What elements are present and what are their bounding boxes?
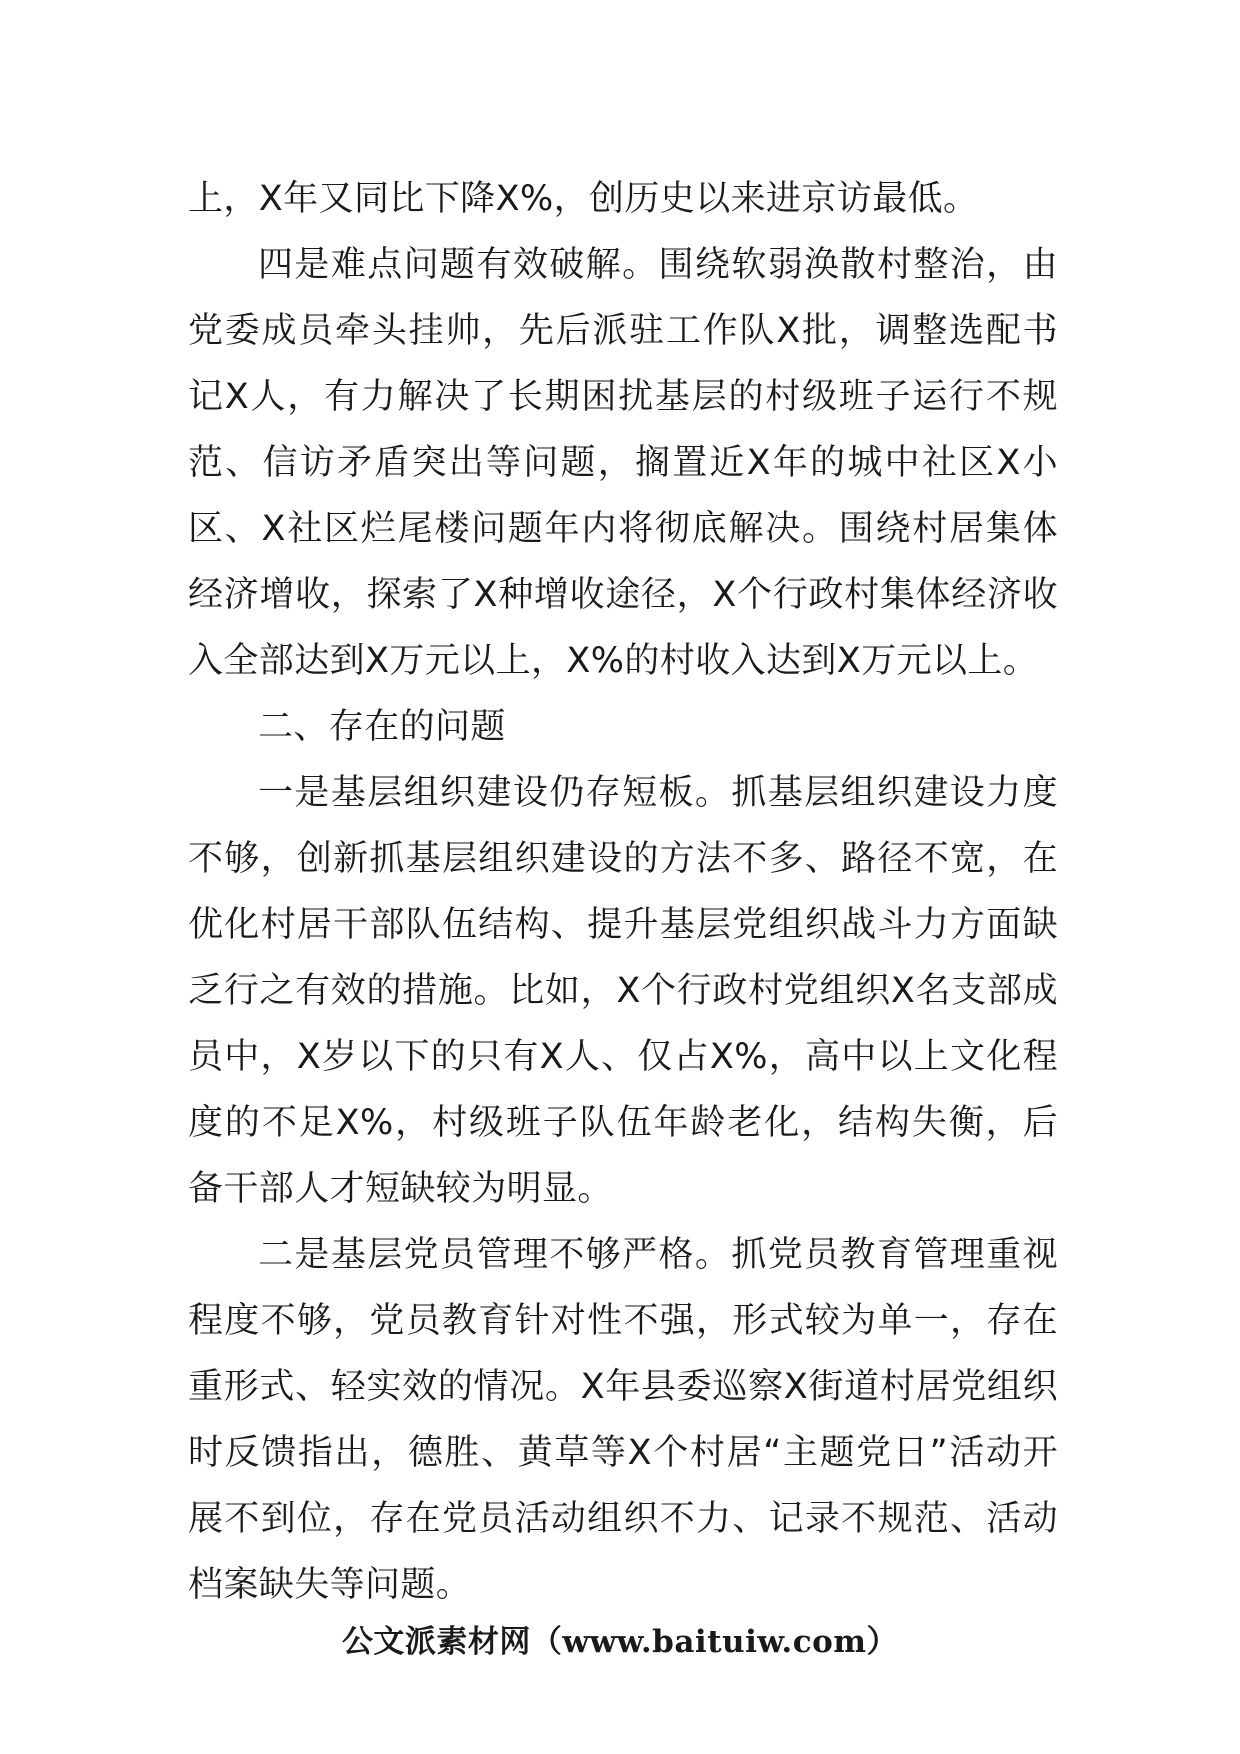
footer-watermark: 公文派素材网（www.baituiw.com）	[341, 1624, 899, 1660]
paragraph-member-management: 二是基层党员管理不够严格。抓党员教育管理重视程度不够，党员教育针对性不强，形式较为单一，存在重形式、轻实效的情况。X年县委巡察X街道村居党组织时反馈指出，德胜、黄草等X个村居“主题党日”活动开展不到位，存在党员活动组织不力、记录不规范、活动档案缺失等问题。	[188, 1235, 1058, 1605]
document-body	[188, 166, 1058, 1618]
paragraph-organization-shortcomings: 一是基层组织建设仍存短板。抓基层组织建设力度不够，创新抓基层组织建设的方法不多、路径不宽，在优化村居干部队伍结构、提升基层党组织战斗力方面缺乏行之有效的措施。比如，X个行政村党组织X名支部成员中，X岁以下的只有X人、仅占X%，高中以上文化程度的不足X%，村级班子队伍年龄老化，结构失衡，后备干部人才短缺较为明显。	[188, 773, 1058, 1209]
paragraph-continuation: 上，X年又同比下降X%，创历史以来进京访最低。	[188, 179, 979, 219]
section-heading-existing-problems: 二、存在的问题	[258, 707, 506, 747]
paragraph-difficult-problems: 四是难点问题有效破解。围绕软弱涣散村整治，由党委成员牵头挂帅，先后派驻工作队X批，调整选配书记X人，有力解决了长期困扰基层的村级班子运行不规范、信访矛盾突出等问题，搁置近X年的城中社区X小区、X社区烂尾楼问题年内将彻底解决。围绕村居集体经济增收，探索了X种增收途径，X个行政村集体经济收入全部达到X万元以上，X%的村收入达到X万元以上。	[188, 245, 1058, 681]
